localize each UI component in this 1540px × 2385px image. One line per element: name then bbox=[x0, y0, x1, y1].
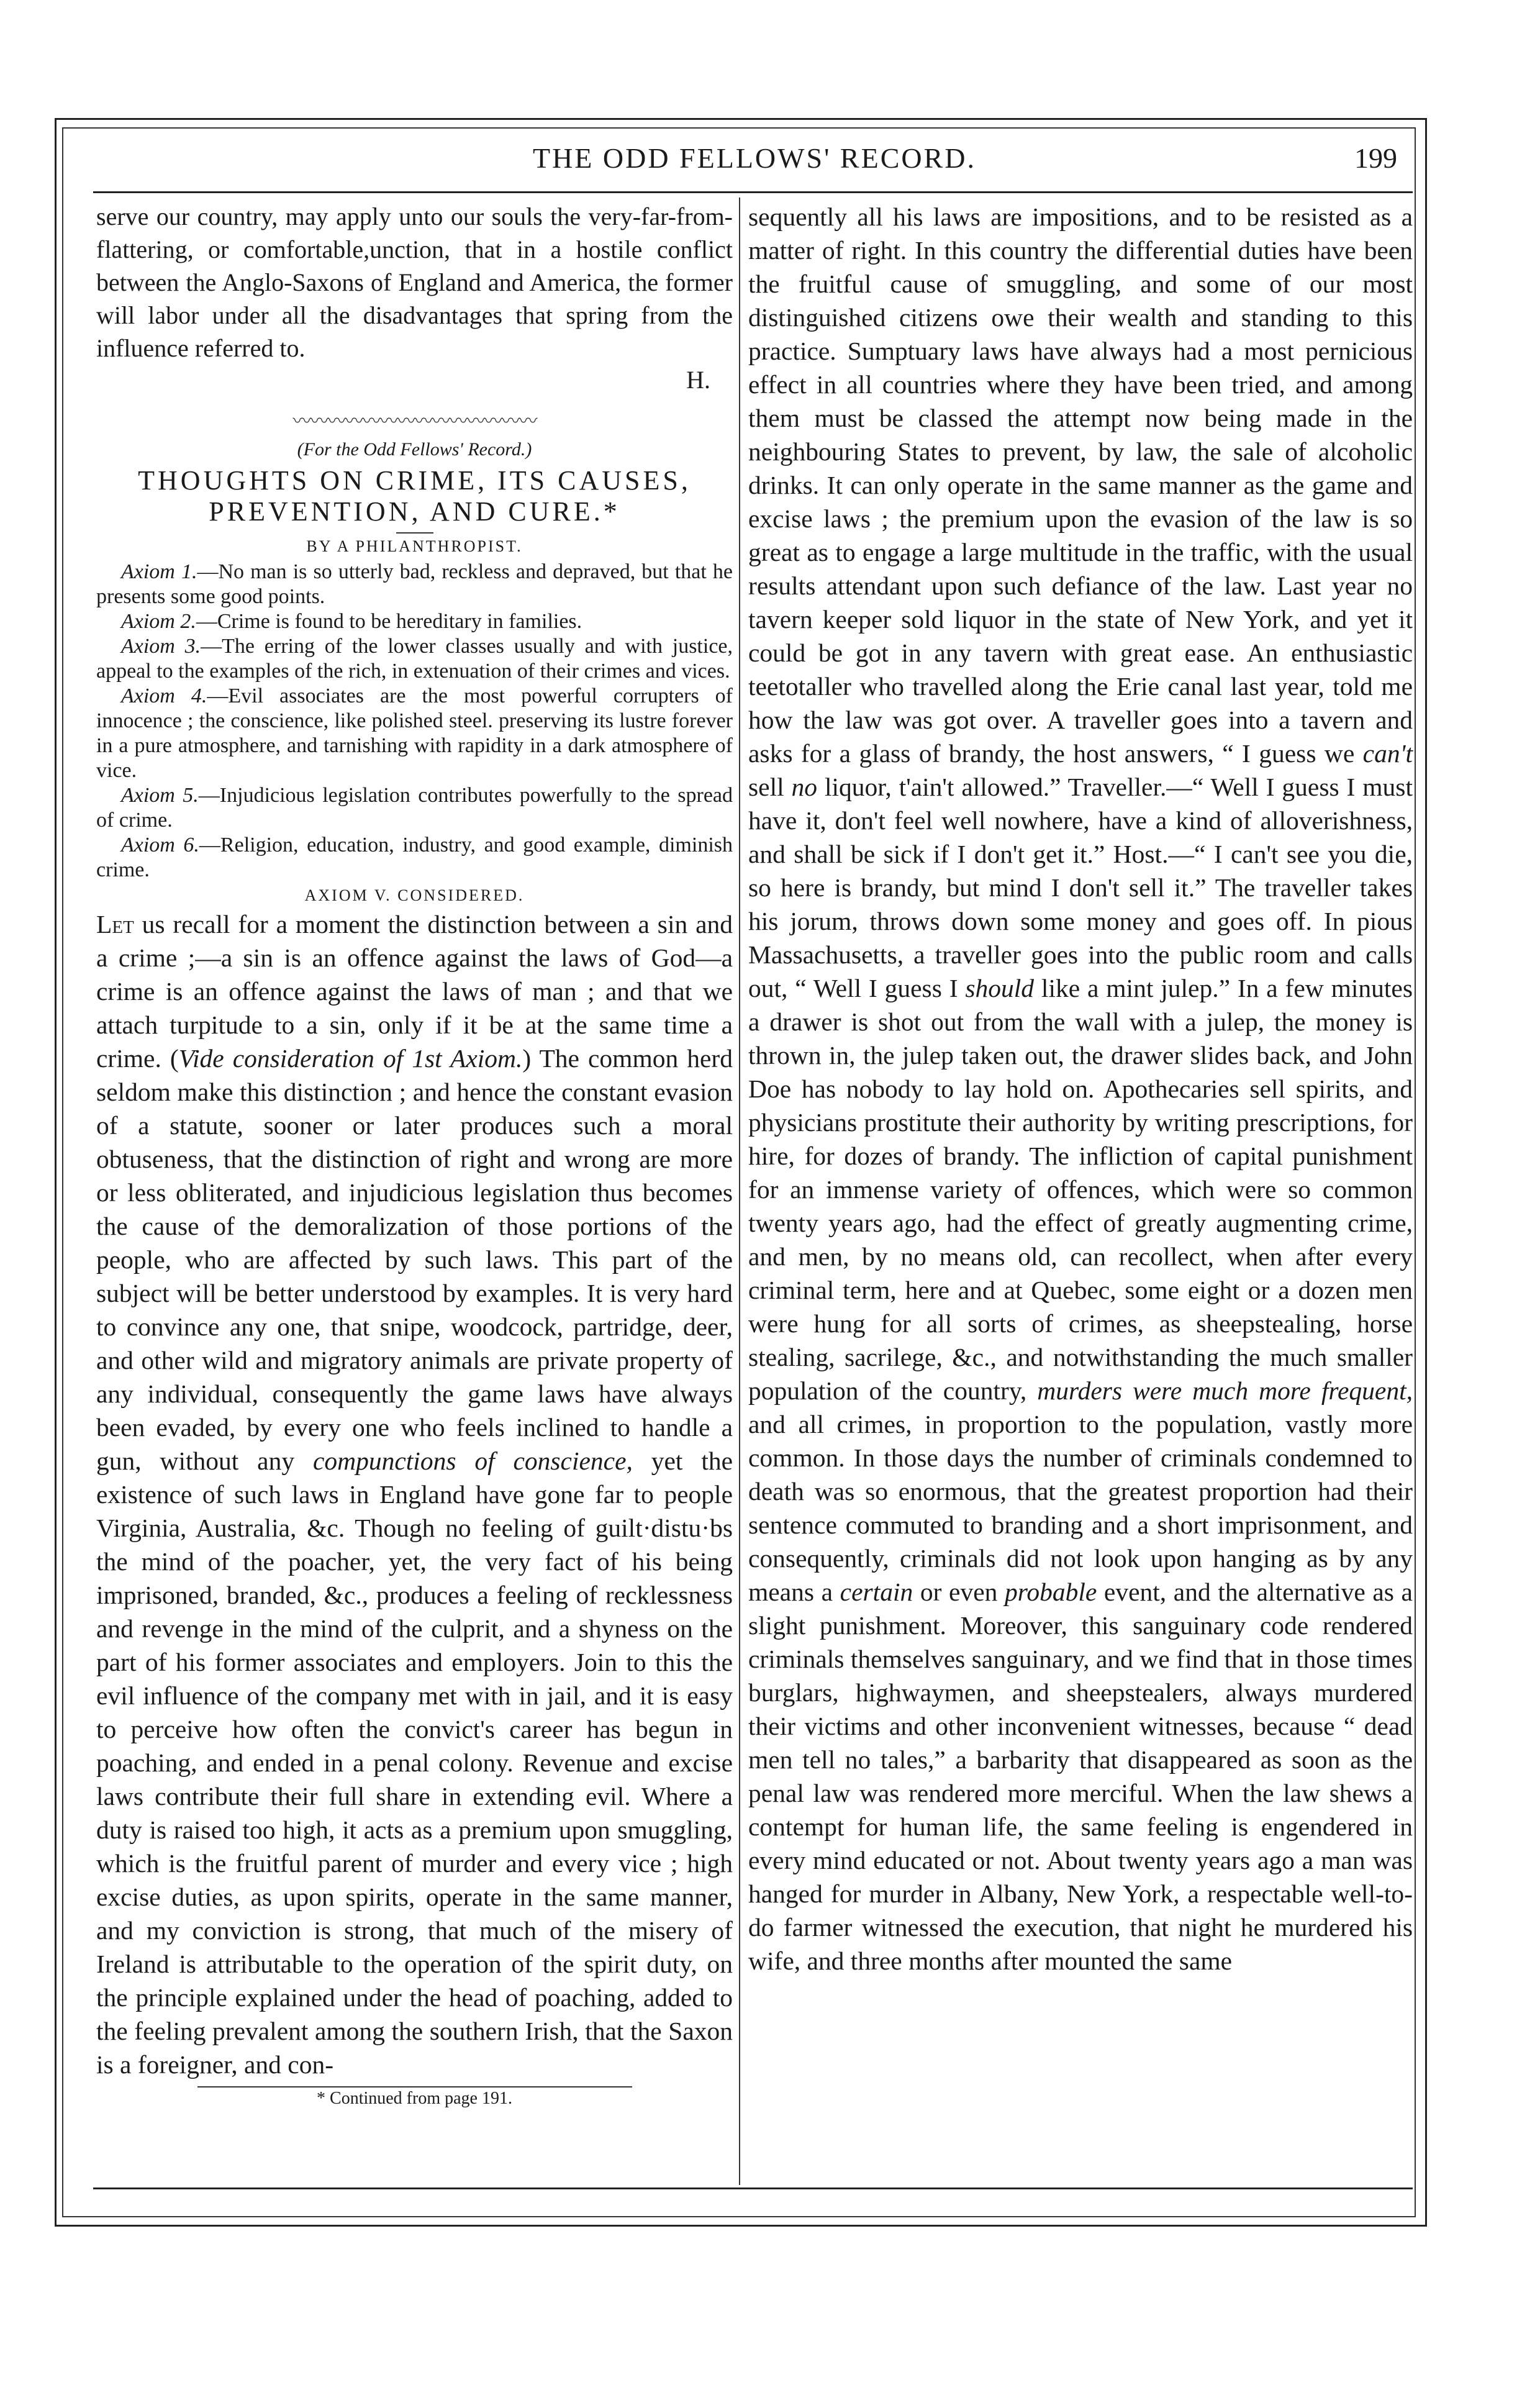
left-column bbox=[96, 200, 733, 2109]
byline: BY A PHILANTHROPIST. bbox=[306, 537, 523, 555]
footnote: * Continued from page 191. bbox=[317, 2089, 512, 2108]
section-heading: AXIOM V. CONSIDERED. bbox=[304, 886, 525, 904]
axiom-label: Axiom 5. bbox=[121, 784, 199, 807]
page-number: 199 bbox=[1354, 142, 1397, 174]
previous-article-ending: serve our country, may apply unto our souls the very-far-from-flattering, or comfortable,unction, that in a hostile conflict between the Anglo-Saxons of England and America, the former will labor under all the disadvantages that spring from the influence referred to. bbox=[96, 202, 733, 362]
body-italic: Vide consideration of 1st Axiom. bbox=[178, 1044, 523, 1073]
header-rule bbox=[93, 191, 1413, 193]
bottom-rule bbox=[93, 2187, 1413, 2189]
running-title: THE ODD FELLOWS' RECORD. bbox=[532, 142, 977, 174]
article-title: THOUGHTS ON CRIME, ITS CAUSES, PREVENTION, AND CURE.* bbox=[138, 465, 691, 527]
article-body-right bbox=[748, 200, 1413, 1978]
body-text: sell bbox=[748, 773, 792, 801]
body-text: ) The common herd seldom make this distinction ; and hence the constant evasion of a statute, sooner or later produces such a moral obtuseness, that the distinction of right and wrong are more or less obliterated, and injudicious legislation thus becomes the cause of the demoralization of those portions of the people, who are affected by such laws. This part of the subject will be better understood by examples. It is very hard to convince any one, that snipe, woodcock, partridge, deer, and other wild and migratory animals are private property of any individual, consequently the game laws have always been evaded, by every one who feels inclined to handle a gun, without any bbox=[96, 1044, 733, 1475]
body-text: sequently all his laws are impositions, and to be resisted as a matter of right. In this country the differential duties have been the fruitful cause of smuggling, and some of our most distinguished citizens owe their wealth and standing to this practice. Sumptuary laws have always had a most pernicious effect in all countries where they have been tried, and among them must be classed the attempt now being made in the neighbouring States to prevent, by law, the sale of alcoholic drinks. It can only operate in the same manner as the game and excise laws ; the premium upon the evasion of the law is so great as to engage a large multitude in the traffic, with the usual results attendant upon such defiance of the law. Last year no tavern keeper sold liquor in the state of New York, and yet it could be got in any tavern with great ease. An enthusiastic teetotaller who travelled along the Erie canal last year, told me how the law was got over. A traveller goes into a tavern and asks for a glass of brandy, the host answers, “ I guess we bbox=[748, 202, 1413, 768]
body-text: like a mint julep.” In a few minutes a drawer is shot out from the wall with a julep, the money is thrown in, the julep taken out, the drawer slides back, and John Doe has nobody to lay hold on. Apothecaries sell spirits, and physicians prostitute their authority by writing prescriptions, for hire, for dozes of brandy. The infliction of capital punishment for an immense variety of offences, which were so common twenty years ago, had the effect of greatly augmenting crime, and men, by no means old, can recollect, when after every criminal term, here and at Quebec, some eight or a dozen men were hung for all sorts of crimes, as sheepstealing, horse stealing, sacrilege, &c., and notwithstanding the much smaller population of the country, bbox=[748, 974, 1413, 1405]
axiom-text: —Religion, education, industry, and good example, diminish crime. bbox=[96, 834, 733, 881]
body-text: event, and the alternative as a slight punishment. Moreover, this sanguinary code rendered criminals themselves sanguinary, and we find that in those times burglars, highwaymen, and sheepstealers, always murdered their victims and other inconvenient witnesses, because “ dead men tell no tales,” a barbarity that disappeared as soon as the penal law was rendered more merciful. When the law shews a contempt for human life, the same feeling is engendered in every mind educated or not. About twenty years ago a man was hanged for murder in Albany, New York, a respectable well-to-do farmer witnessed the execution, that night he murdered his wife, and three months after mounted the same bbox=[748, 1578, 1413, 1975]
running-head bbox=[93, 142, 1416, 191]
body-italic: should bbox=[965, 974, 1035, 1002]
body-text: yet the existence of such laws in England have gone far to people Virginia, Australia, &c. Though no feeling of guilt·distu·bs the mind of the poacher, yet, the very fact of his being imprisoned, branded, &c., produces a feeling of recklessness and revenge in the mind of the culprit, and a shyness on the part of his former associates and employers. Join to this the evil influence of the company met with in jail, and it is easy to perceive how often the convict's career has begun in poaching, and ended in a penal colony. Revenue and excise laws contribute their full share in extending evil. Where a duty is raised too high, it acts as a premium upon smuggling, which is the fruitful parent of murder and every vice ; high excise duties, as upon spirits, operate in the same manner, and my conviction is strong, that much of the misery of Ireland is attributable to the operation of the spirit duty, on the principle explained under the head of poaching, added to the feeling prevalent among the southern Irish, that the Saxon is a foreigner, and con- bbox=[96, 1447, 733, 2079]
article-body-left bbox=[96, 907, 733, 2081]
axiom-item bbox=[96, 783, 733, 833]
body-italic: murders were much more frequent, bbox=[1037, 1376, 1413, 1405]
right-column bbox=[748, 200, 1413, 1978]
lead-word: Let bbox=[96, 910, 134, 938]
axiom-label: Axiom 4. bbox=[121, 684, 207, 707]
axiom-text: —Evil associates are the most powerful corrupters of innocence ; the conscience, like polished steel. preserving its lustre forever in a pure atmosphere, and tarnishing with rapidity in a dark atmosphere of vice. bbox=[96, 684, 733, 782]
body-italic: can't bbox=[1362, 739, 1413, 768]
axiom-text: —Injudicious legislation contributes powerfully to the spread of crime. bbox=[96, 784, 733, 832]
body-text: us recall for a moment the distinction between a sin and a crime ;—a sin is an offence against the laws of God—a crime is an offence against the laws of man ; and that we attach turpitude to a sin, only if it be at the same time a crime. ( bbox=[96, 910, 733, 1073]
axiom-item bbox=[96, 684, 733, 783]
axiom-text: —Crime is found to be hereditary in families. bbox=[196, 610, 582, 633]
axiom-label: Axiom 2. bbox=[121, 610, 196, 633]
body-italic: certain bbox=[840, 1578, 913, 1606]
axiom-item bbox=[96, 560, 733, 609]
source-note: (For the Odd Fellows' Record.) bbox=[297, 439, 532, 460]
axiom-text: —No man is so utterly bad, reckless and depraved, but that he presents some good points. bbox=[96, 560, 733, 608]
body-italic: probable bbox=[1005, 1578, 1097, 1606]
signature: H. bbox=[686, 366, 710, 394]
axiom-item bbox=[96, 609, 733, 634]
column-divider bbox=[739, 198, 740, 2185]
axiom-item bbox=[96, 634, 733, 684]
axiom-label: Axiom 1. bbox=[121, 560, 197, 583]
ornament-rule: 〰〰〰〰〰〰〰〰〰〰〰〰〰〰 bbox=[292, 411, 537, 432]
body-text: or even bbox=[913, 1578, 1005, 1606]
title-rule bbox=[396, 532, 433, 534]
footnote-rule bbox=[197, 2086, 632, 2087]
axiom-item bbox=[96, 833, 733, 883]
body-italic: no bbox=[791, 773, 818, 801]
axiom-list bbox=[96, 560, 733, 883]
axiom-label: Axiom 3. bbox=[121, 635, 201, 658]
axiom-text: —The erring of the lower classes usually and with justice, appeal to the examples of the rich, in extenuation of their crimes and vices. bbox=[96, 635, 733, 683]
axiom-label: Axiom 6. bbox=[121, 834, 199, 856]
body-text: and all crimes, in proportion to the population, vastly more common. In those days the number of criminals condemned to death was so enormous, that the greatest proportion had their sentence commuted to branding and a short imprisonment, and consequently, criminals did not look upon hanging as by any means a bbox=[748, 1410, 1413, 1606]
body-text: liquor, t'ain't allowed.” Traveller.—“ Well I guess I must have it, don't feel well nowhere, have a kind of alloverishness, and shall be sick if I don't get it.” Host.—“ I can't see you die, so here is brandy, but mind I don't sell it.” The traveller takes his jorum, throws down some money and goes off. In pious Massachusetts, a traveller goes into the public room and calls out, “ Well I guess I bbox=[748, 773, 1413, 1002]
body-italic: compunctions of conscience, bbox=[312, 1447, 633, 1475]
